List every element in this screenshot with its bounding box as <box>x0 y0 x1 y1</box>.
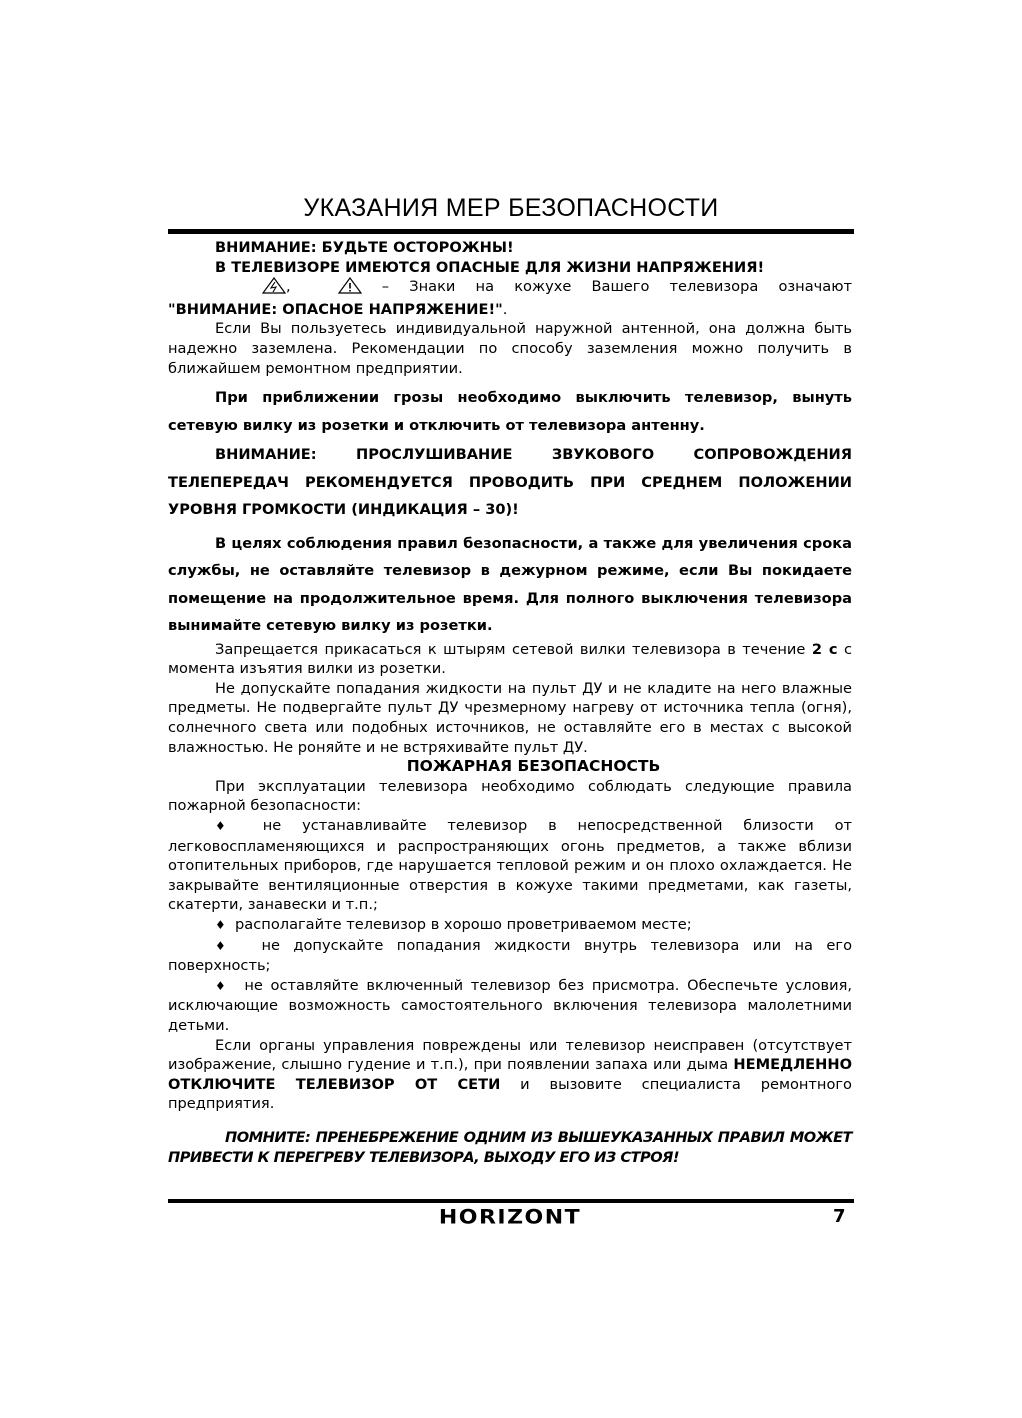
signs-end: . <box>502 300 508 318</box>
fire-bullet-text: располагайте телевизор в хорошо проветриваемом месте; <box>235 915 692 933</box>
standby-paragraph: В целях соблюдения правил безопасности, а также для увеличения срока службы, не оставляйте телевизор в дежурном режиме, если Вы покидаете помещение на продолжительное время. Для полного выключения телевизора вынимайте сетевую вилку из розетки. <box>168 534 852 635</box>
bullet-diamond-icon: ♦ <box>215 938 235 953</box>
page-title: УКАЗАНИЯ МЕР БЕЗОПАСНОСТИ <box>303 194 719 222</box>
exclamation-triangle-icon <box>291 277 362 300</box>
warning-line-2: В ТЕЛЕВИЗОРЕ ИМЕЮТСЯ ОПАСНЫЕ ДЛЯ ЖИЗНИ НАПРЯЖЕНИЯ! <box>215 258 765 276</box>
damage-text-b: и вызовите специалиста ремонтного предприятия. <box>168 1075 852 1113</box>
damage-bold-text: НЕМЕДЛЕННО ОТКЛЮЧИТЕ ТЕЛЕВИЗОР ОТ СЕТИ <box>168 1056 852 1093</box>
storm-paragraph: При приближении грозы необходимо выключить телевизор, вынуть сетевую вилку из розетки и отключить от телевизора антенну. <box>168 389 852 434</box>
fire-bullet-2 <box>168 915 852 936</box>
plug-text-b: с момента изъятия вилки из розетки. <box>168 640 852 678</box>
page-content <box>168 238 852 1168</box>
brand-logo: HORIZONT <box>438 1206 582 1229</box>
warning-signs-paragraph <box>168 277 852 319</box>
plug-bold-time: 2 с <box>811 640 838 658</box>
page-number: 7 <box>833 1206 846 1227</box>
icons-separator: , <box>286 278 291 296</box>
bullet-diamond-icon: ♦ <box>215 819 242 833</box>
fire-bullet-text: не оставляйте включенный телевизор без присмотра. Обеспечьте условия, исключающие возможность самостоятельного включения телевизора малолетними детьми. <box>168 976 852 1034</box>
fire-intro-paragraph: При эксплуатации телевизора необходимо соблюдать следующие правила пожарной безопасности: <box>168 777 852 815</box>
signs-text: – Знаки на кожухе Вашего телевизора означают <box>361 278 852 296</box>
fire-bullet-text: не устанавливайте телевизор в непосредственной близости от легковоспламеняющихся и распространяющих огонь предметов, а также вблизи отопительных приборов, где нарушается тепловой режим и он плохо охлаждается. Не закрывайте вентиляционные отверстия в кожухе такими предметами, как газеты, скатерти, занавески и т.п.; <box>168 817 852 914</box>
damage-paragraph <box>168 1036 852 1114</box>
remote-paragraph: Не допускайте попадания жидкости на пульт ДУ и не кладите на него влажные предметы. Не подвергайте пульт ДУ чрезмерному нагреву от источника тепла (огня), солнечного света или подобных источников, не оставляйте его в местах с высокой влажностью. Не роняйте и не встряхивайте пульт ДУ. <box>168 679 852 756</box>
warning-line-1: ВНИМАНИЕ: БУДЬТЕ ОСТОРОЖНЫ! <box>215 239 514 256</box>
header-rule <box>168 229 854 234</box>
remember-warning: ПОМНИТЕ: ПРЕНЕБРЕЖЕНИЕ ОДНИМ ИЗ ВЫШЕУКАЗАННЫХ ПРАВИЛ МОЖЕТ ПРИВЕСТИ К ПЕРЕГРЕВУ ТЕЛЕВИЗОРА, ВЫХОДУ ЕГО ИЗ СТРОЯ! <box>168 1128 852 1166</box>
damage-text-a: Если органы управления повреждены или телевизор неисправен (отсутствует изображение, слышно гудение и т.п.), при появлении запаха или дыма <box>168 1036 852 1074</box>
plug-paragraph <box>168 640 852 679</box>
high-voltage-triangle-icon <box>215 277 286 300</box>
fire-bullet-3 <box>168 936 852 976</box>
fire-bullet-1 <box>168 816 852 915</box>
fire-bullet-4 <box>168 976 852 1036</box>
plug-text-a: Запрещается прикасаться к штырям сетевой вилки телевизора в течение <box>215 640 812 658</box>
bullet-diamond-icon: ♦ <box>215 917 226 932</box>
fire-bullet-text: не допускайте попадания жидкости внутрь телевизора или на его поверхность; <box>168 936 852 975</box>
volume-warning-paragraph: ВНИМАНИЕ: ПРОСЛУШИВАНИЕ ЗВУКОВОГО СОПРОВОЖДЕНИЯ ТЕЛЕПЕРЕДАЧ РЕКОМЕНДУЕТСЯ ПРОВОДИТЬ ПРИ СРЕДНЕМ ПОЛОЖЕНИИ УРОВНЯ ГРОМКОСТИ (ИНДИКАЦИЯ – 30)! <box>168 446 852 519</box>
bullet-diamond-icon: ♦ <box>215 978 229 993</box>
footer-rule <box>168 1199 854 1203</box>
antenna-paragraph: Если Вы пользуетесь индивидуальной наружной антенной, она должна быть надежно заземлена. Рекомендации по способу заземления можно получить в ближайшем ремонтном предприятии. <box>168 320 852 377</box>
fire-section-title: ПОЖАРНАЯ БЕЗОПАСНОСТЬ <box>406 757 661 776</box>
signs-bold-text: "ВНИМАНИЕ: ОПАСНОЕ НАПРЯЖЕНИЕ!" <box>168 300 503 318</box>
